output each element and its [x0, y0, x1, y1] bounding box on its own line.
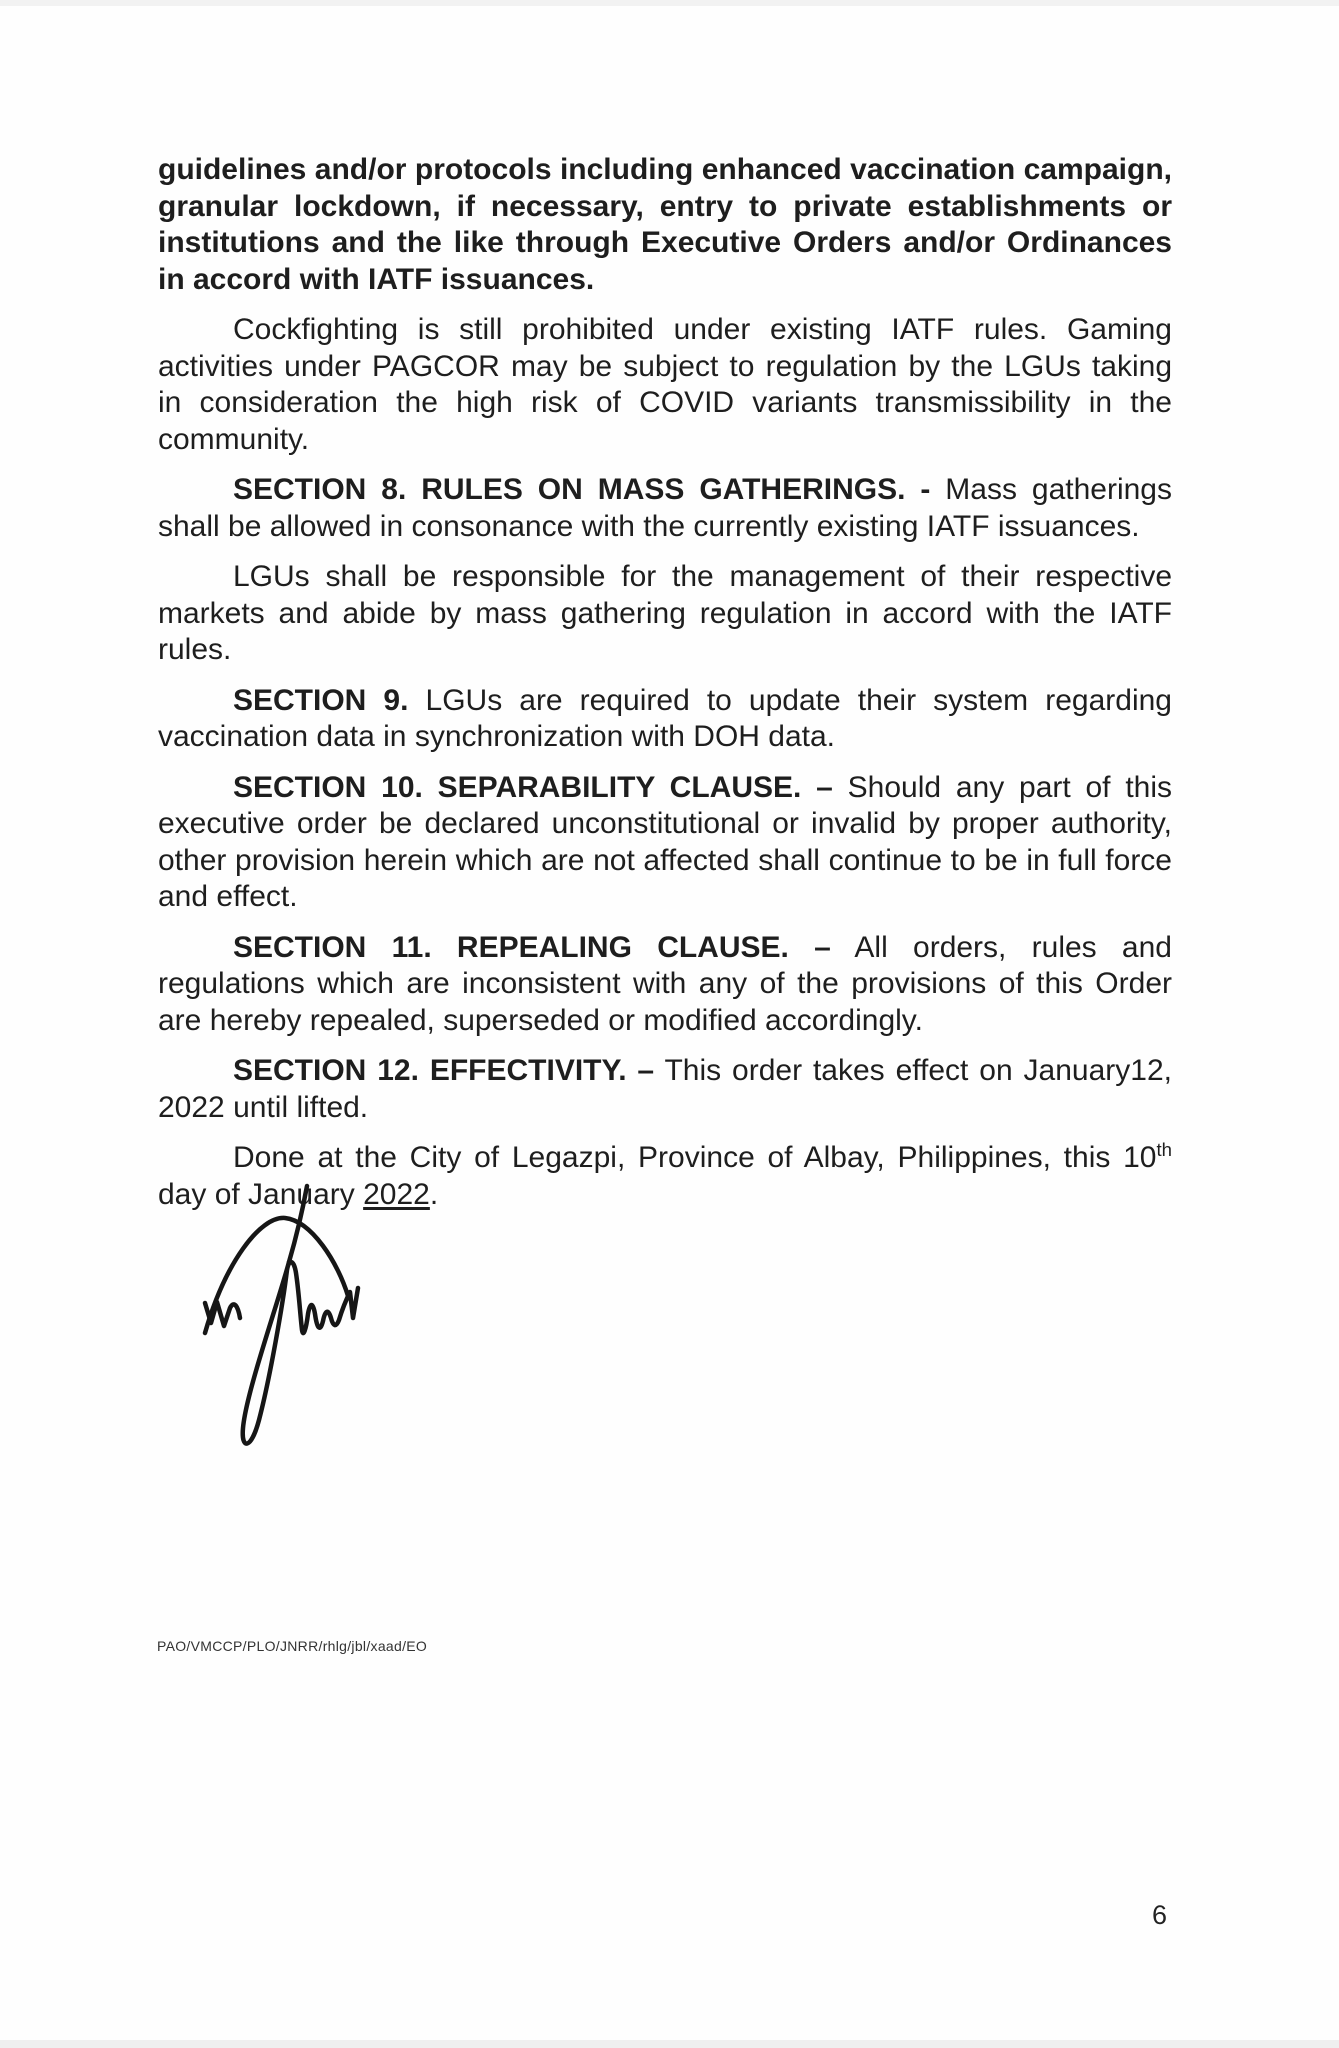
section-11-text: All orders, rules and regulations which are inconsistent with any of the provisions of this Order are hereby repealed, superseded or modified accordingly.: [158, 930, 1172, 1037]
paragraph-continuation-bold: guidelines and/or protocols including enhanced vaccination campaign, granular lockdown, if necessary, entry to private establishments or institutions and the like through Executive Orders and/or Ordinances in accord with IATF issuances.: [158, 153, 1172, 296]
ordinal-superscript: th: [1156, 1139, 1172, 1160]
paragraph-section-8: [158, 472, 1172, 545]
section-8-text: Mass gatherings shall be allowed in consonance with the currently existing IATF issuances.: [158, 473, 1172, 543]
section-12-text: This order takes effect on January12, 2022 until lifted.: [158, 1054, 1172, 1124]
document-body: [158, 152, 1172, 1227]
section-10-text: Should any part of this executive order be declared unconstitutional or invalid by proper authority, other provision herein which are not affected shall continue to be in full force and effect.: [158, 770, 1172, 913]
page-number: 6: [1152, 1900, 1168, 1930]
paragraph-section-9: [158, 683, 1172, 756]
scan-edge-artifact-top: [0, 0, 1339, 6]
done-at-period: .: [429, 1177, 439, 1211]
scan-edge-artifact-bottom: [0, 2040, 1339, 2048]
paragraph-section-11: [158, 930, 1172, 1040]
done-at-text: Done at the City of Legazpi, Province of Albay, Philippines, this 10: [233, 1141, 1157, 1174]
section-11-heading: SECTION 11. REPEALING CLAUSE. –: [233, 930, 831, 964]
section-12-heading: SECTION 12. EFFECTIVITY. –: [233, 1054, 655, 1087]
handwritten-signature-icon: [150, 1178, 420, 1478]
underlined-year: 2022: [363, 1177, 430, 1211]
section-8-heading: SECTION 8. RULES ON MASS GATHERINGS. -: [233, 473, 931, 506]
footer-reference-code: PAO/VMCCP/PLO/JNRR/rhlg/jbl/xaad/EO: [157, 1638, 428, 1654]
paragraph-section-10: [158, 770, 1172, 916]
section-10-heading: SECTION 10. SEPARABILITY CLAUSE. –: [233, 770, 833, 804]
done-at-text-2: day of January: [158, 1177, 364, 1211]
section-9-text: LGUs are required to update their system regarding vaccination data in synchronization with DOH data.: [158, 683, 1172, 753]
paragraph-section-12: [158, 1053, 1172, 1126]
section-9-heading: SECTION 9.: [233, 683, 409, 717]
paragraph-cockfighting: Cockfighting is still prohibited under existing IATF rules. Gaming activities under PAGCOR may be subject to regulation by the LGUs taking in consideration the high risk of COVID variants transmissibility in the community.: [158, 313, 1172, 456]
paragraph-lgus-markets: LGUs shall be responsible for the management of their respective markets and abide by mass gathering regulation in accord with the IATF rules.: [158, 560, 1172, 666]
